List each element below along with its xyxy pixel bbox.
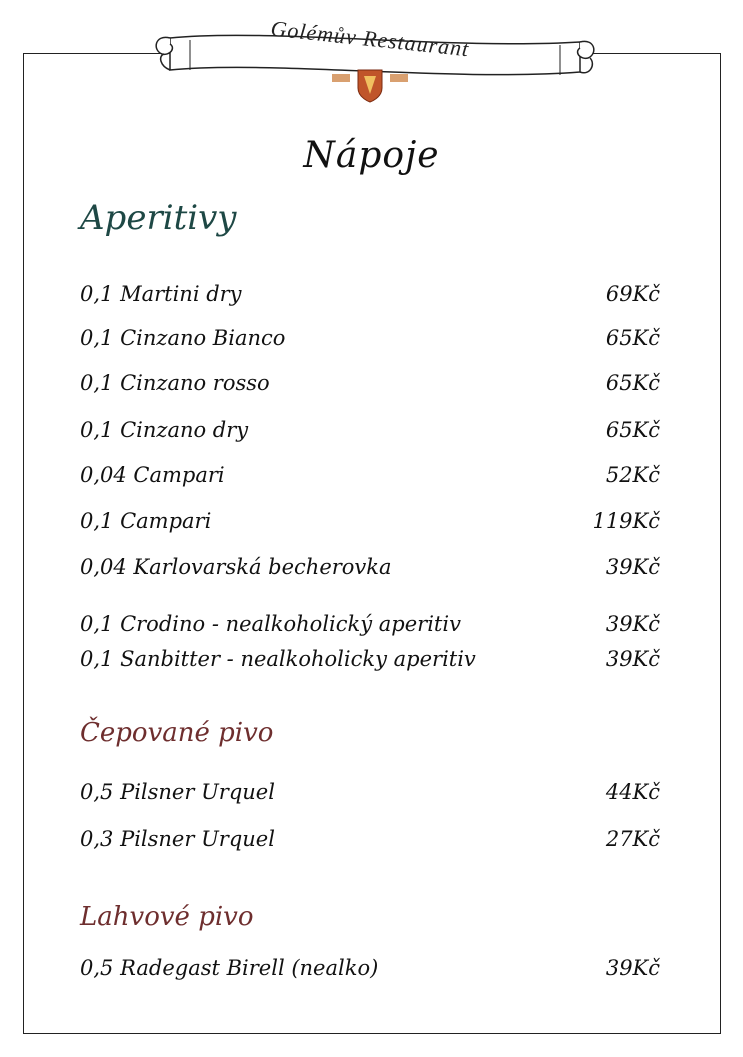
item-name: 0,04 Karlovarská becherovka xyxy=(80,555,392,579)
item-price: 44Kč xyxy=(605,780,660,804)
item-price: 39Kč xyxy=(605,647,660,671)
section-heading-cepovane-pivo: Čepované pivo xyxy=(80,718,274,748)
item-name: 0,1 Sanbitter - nealkoholicky aperitiv xyxy=(80,647,476,671)
item-name: 0,3 Pilsner Urquel xyxy=(80,827,275,851)
restaurant-name: Golémův Restaurant xyxy=(269,15,471,62)
item-price: 27Kč xyxy=(605,827,660,851)
menu-item xyxy=(80,780,660,810)
item-price: 39Kč xyxy=(605,956,660,980)
menu-item xyxy=(80,956,660,986)
item-price: 65Kč xyxy=(605,371,660,395)
menu-item xyxy=(80,612,660,642)
item-price: 69Kč xyxy=(605,282,660,306)
item-price: 119Kč xyxy=(592,509,660,533)
menu-item xyxy=(80,509,660,539)
item-name: 0,1 Cinzano dry xyxy=(80,418,249,442)
menu-item xyxy=(80,418,660,448)
menu-item xyxy=(80,647,660,677)
item-name: 0,1 Cinzano rosso xyxy=(80,371,270,395)
menu-item xyxy=(80,326,660,356)
item-name: 0,5 Pilsner Urquel xyxy=(80,780,275,804)
item-price: 52Kč xyxy=(605,463,660,487)
section-heading-lahvove-pivo: Lahvové pivo xyxy=(80,902,254,932)
menu-item xyxy=(80,282,660,312)
menu-item xyxy=(80,555,660,585)
crest-logo-icon xyxy=(330,68,410,104)
menu-item xyxy=(80,371,660,401)
item-name: 0,1 Martini dry xyxy=(80,282,242,306)
item-name: 0,5 Radegast Birell (nealko) xyxy=(80,956,379,980)
item-price: 39Kč xyxy=(605,612,660,636)
item-price: 39Kč xyxy=(605,555,660,579)
section-heading-aperitivy: Aperitivy xyxy=(80,198,237,238)
item-name: 0,1 Cinzano Bianco xyxy=(80,326,286,350)
item-price: 65Kč xyxy=(605,418,660,442)
item-price: 65Kč xyxy=(605,326,660,350)
menu-item xyxy=(80,827,660,857)
item-name: 0,1 Crodino - nealkoholický aperitiv xyxy=(80,612,461,636)
page-title: Nápoje xyxy=(303,135,440,176)
item-name: 0,04 Campari xyxy=(80,463,225,487)
menu-item xyxy=(80,463,660,493)
item-name: 0,1 Campari xyxy=(80,509,212,533)
